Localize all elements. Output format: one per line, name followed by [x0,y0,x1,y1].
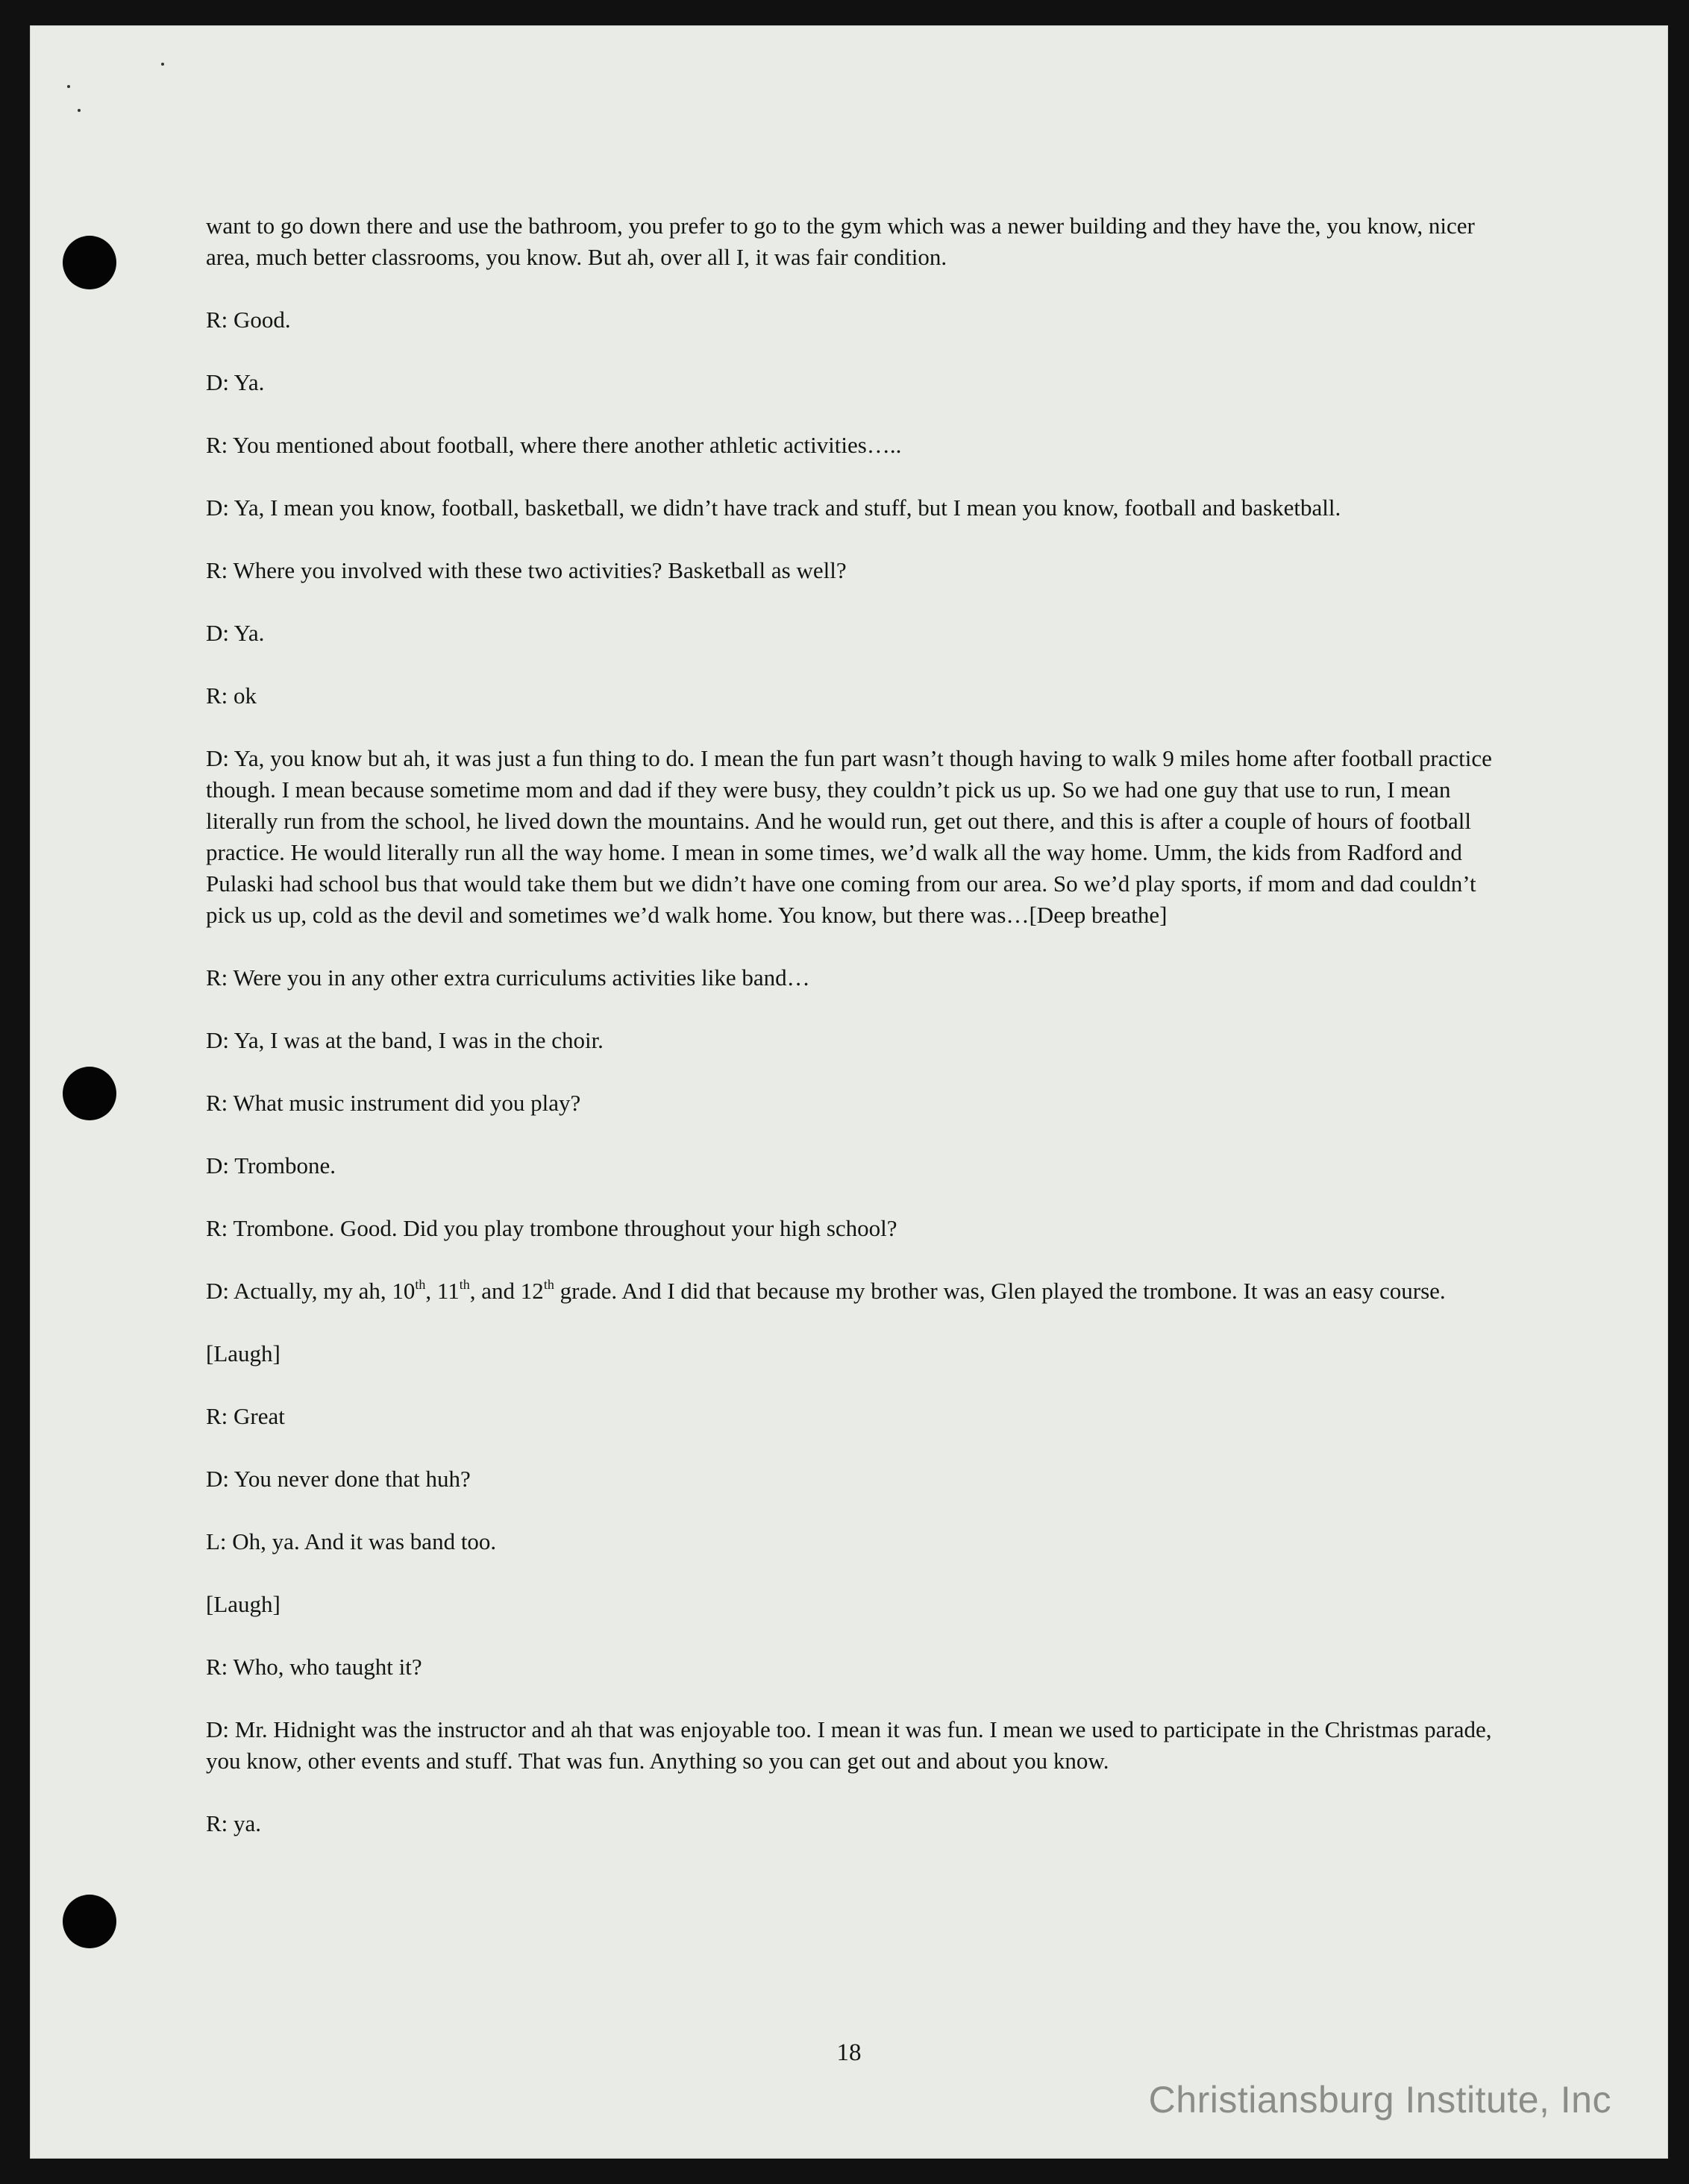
paper-speck [67,85,70,88]
transcript-paragraph: R: What music instrument did you play? [206,1090,581,1116]
transcript-paragraph: R: Where you involved with these two activities? Basketball as well? [206,557,847,583]
punch-hole-top [63,236,116,289]
grades-text-mid: , 11 [425,1278,460,1304]
transcript-paragraph: [Laugh] [206,1591,281,1617]
transcript-paragraph: D: Ya. [206,620,265,646]
transcript-paragraph: R: ok [206,682,257,709]
transcript-paragraph: D: Ya, you know but ah, it was just a fun thing to do. I mean the fun part wasn’t though having to walk 9 miles home after football practice though. I mean because sometime mom and dad if they were busy, they couldn’t pick us up. So we had one guy that use to run, I mean literally run from the school, he lived down the mountains. And he would run, get out there, and this is after a couple of hours of football practice. He would literally run all the way home. I mean in some times, we’d walk all the way home. Umm, the kids from Radford and Pulaski had school bus that would take them but we didn’t have one coming from our area. So we’d play sports, if mom and dad couldn’t pick us up, cold as the devil and sometimes we’d walk home. You know, but there was…[Deep breathe] [206,745,1492,928]
ordinal-suffix: th [543,1276,554,1292]
document-page [30,25,1668,2159]
transcript-paragraph: want to go down there and use the bathroom, you prefer to go to the gym which was a newer building and they have the, you know, nicer area, much better classrooms, you know. But ah, over all I, it was fair condition. [206,213,1475,270]
transcript-paragraph: R: Great [206,1403,285,1429]
transcript-paragraph: D: Trombone. [206,1152,336,1179]
transcript-paragraph: [Laugh] [206,1340,281,1366]
page-number: 18 [836,2039,862,2066]
transcript-paragraph: R: ya. [206,1810,262,1836]
transcript-paragraph: D: You never done that huh? [206,1466,471,1492]
grades-text-mid: , and 12 [469,1278,544,1304]
transcript-paragraph: R: Were you in any other extra curriculums activities like band… [206,964,810,991]
punch-hole-middle [63,1067,116,1120]
transcript-paragraph: D: Ya. [206,369,265,395]
paper-speck [161,63,164,66]
transcript-paragraph: R: Trombone. Good. Did you play trombone throughout your high school? [206,1215,897,1241]
transcript-paragraph-grades [206,1275,1519,1307]
paper-speck [78,109,81,112]
transcript-paragraph: R: Good. [206,307,291,333]
transcript-paragraph: D: Ya, I mean you know, football, basketball, we didn’t have track and stuff, but I mean you know, football and basketball. [206,495,1341,521]
grades-text-prefix: D: Actually, my ah, 10 [206,1278,416,1304]
transcript-paragraph: R: Who, who taught it? [206,1654,422,1680]
punch-hole-bottom [63,1895,116,1948]
transcript-paragraph: D: Mr. Hidnight was the instructor and ah that was enjoyable too. I mean it was fun. I mean we used to participate in the Christmas parade, you know, other events and stuff. That was fun. Anything so you can get out and about you know. [206,1716,1492,1774]
transcript-paragraph: R: You mentioned about football, where there another athletic activities….. [206,432,902,458]
watermark: Christiansburg Institute, Inc [1148,2079,1611,2121]
transcript-body [206,210,1519,1871]
transcript-paragraph: L: Oh, ya. And it was band too. [206,1528,497,1554]
transcript-paragraph: D: Ya, I was at the band, I was in the choir. [206,1027,604,1053]
ordinal-suffix: th [459,1276,470,1292]
grades-text-suffix: grade. And I did that because my brother was, Glen played the trombone. It was an easy course. [554,1278,1446,1304]
ordinal-suffix: th [415,1276,426,1292]
